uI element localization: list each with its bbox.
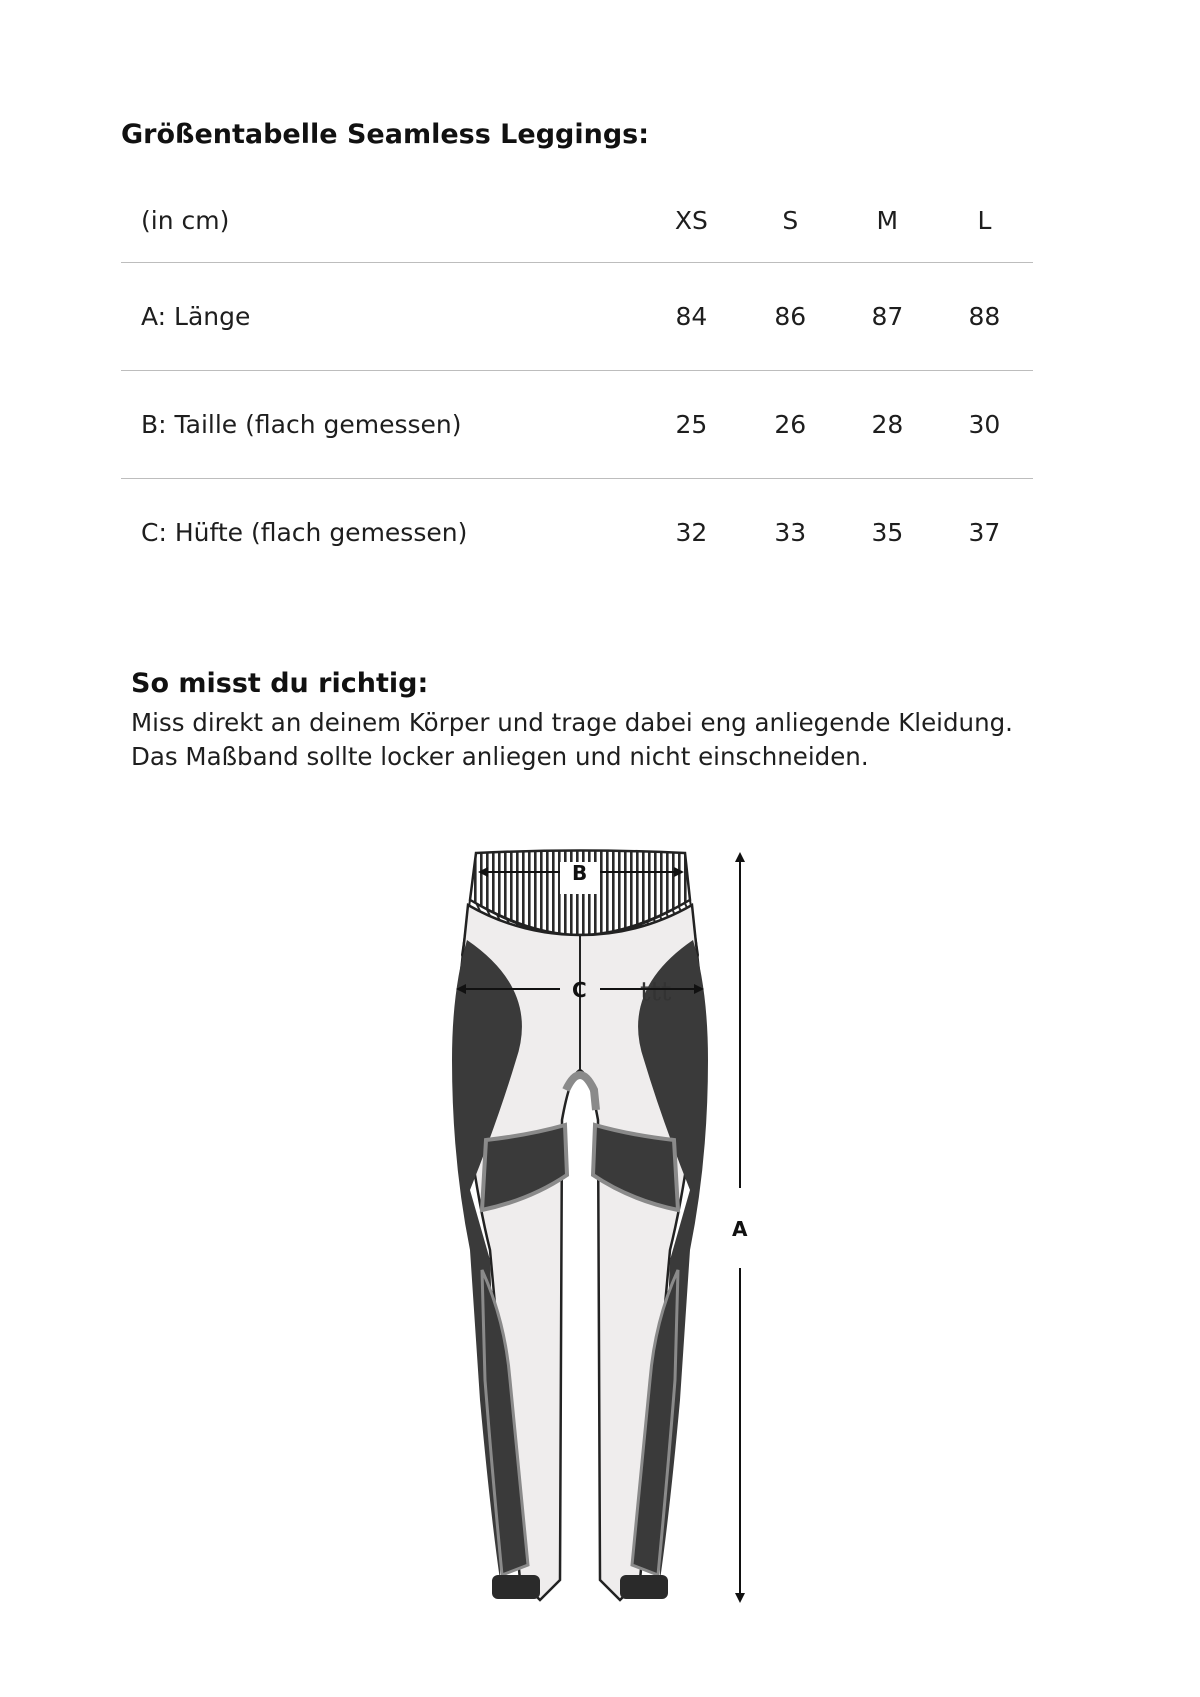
row-label: C: Hüfte (flach gemessen) — [141, 517, 468, 547]
cell-value: 88 — [968, 301, 1001, 331]
cell-value: 37 — [968, 517, 1001, 547]
cell-value: 26 — [774, 409, 807, 439]
crotch-gusset — [566, 1075, 596, 1110]
cell-value: 84 — [675, 301, 708, 331]
cell-value: 25 — [675, 409, 708, 439]
size-chart-title: Größentabelle Seamless Leggings: — [121, 119, 650, 150]
row-label: B: Taille (flach gemessen) — [141, 409, 462, 439]
size-header-l: L — [977, 206, 992, 235]
cell-value: 33 — [774, 517, 807, 547]
size-header-xs: XS — [674, 206, 708, 235]
cell-value: 86 — [774, 301, 807, 331]
cell-value: 35 — [871, 517, 904, 547]
cell-value: 32 — [675, 517, 708, 547]
size-header-s: S — [782, 206, 799, 235]
unit-label: (in cm) — [141, 206, 230, 235]
howto-line: Miss direkt an deinem Körper und trage dabei eng anliegende Kleidung. — [131, 708, 1013, 737]
cell-value: 87 — [871, 301, 904, 331]
left-cuff — [492, 1575, 540, 1599]
right-cuff — [620, 1575, 668, 1599]
howto-title: So misst du richtig: — [131, 668, 429, 699]
cell-value: 30 — [968, 409, 1001, 439]
row-label: A: Länge — [141, 301, 251, 331]
measure-c-label: C — [572, 978, 587, 1002]
size-header-m: M — [876, 206, 899, 235]
measure-a-label: A — [732, 1217, 748, 1241]
cell-value: 28 — [871, 409, 904, 439]
howto-line: Das Maßband sollte locker anliegen und nicht einschneiden. — [131, 742, 869, 771]
measure-b-label: B — [572, 861, 588, 885]
brand-logo: ttt — [640, 977, 672, 1007]
